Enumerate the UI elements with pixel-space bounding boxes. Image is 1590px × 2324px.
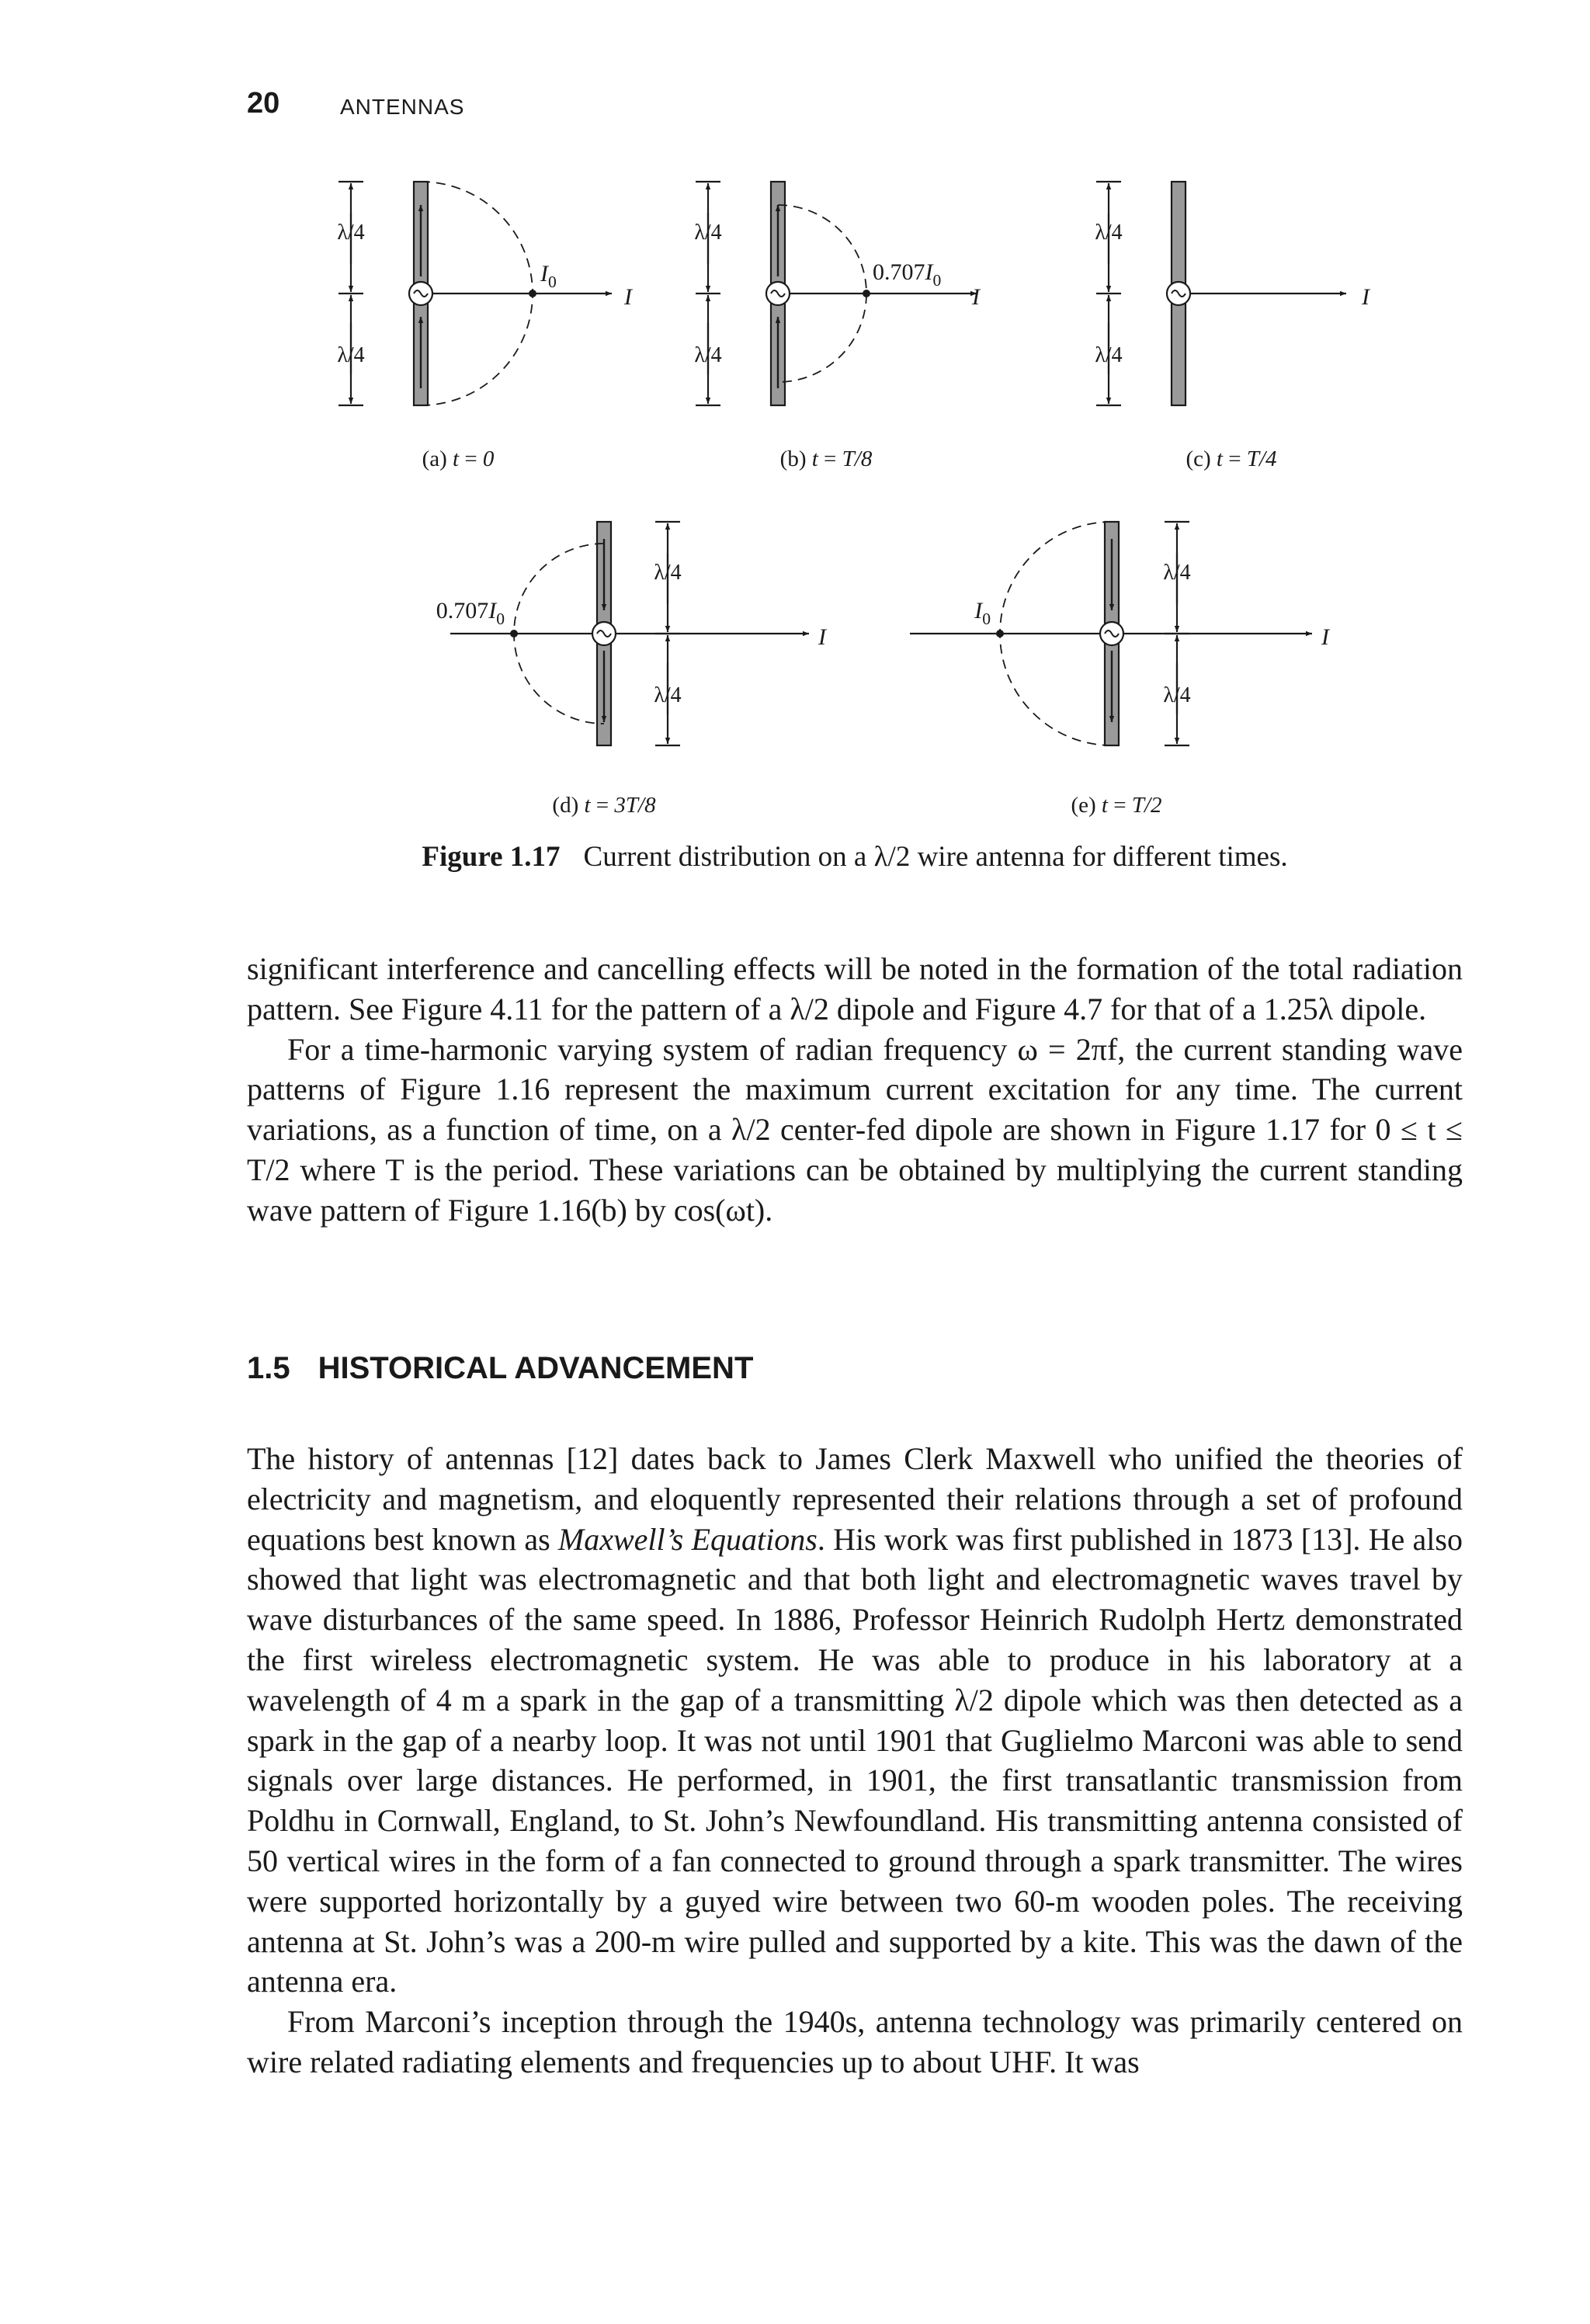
paragraph-1: significant interference and cancelling effects will be noted in the formation of the total radiation pattern. See Figure 4.11 for the pattern of a λ/2 dipole and Figure 4.7 for that of a 1.25λ dipole. <box>247 951 1463 1027</box>
figure-caption-label: Figure 1.17 <box>422 841 561 873</box>
paragraph-2: For a time-harmonic varying system of radian frequency ω = 2πf, the current standing wave patterns of Figure 1.16 represent the maximum current excitation for any time. The current variations, as a function of time, on a λ/2 center-fed dipole are shown in Figure 1.17 for 0 ≤ t ≤ T/2 where T is the period. These variations can be obtained by multiplying the current standing wave pattern of Figure 1.16(b) by cos(ωt). <box>247 1031 1463 1228</box>
figure-caption-text: Current distribution on a λ/2 wire antenna for different times. <box>583 841 1288 873</box>
panel-b-axis-label: I <box>972 284 980 310</box>
panel-a-axis-label: I <box>624 284 632 310</box>
panel-b-dimension-label-bottom: λ/4 <box>694 343 722 367</box>
section-title: HISTORICAL ADVANCEMENT <box>318 1351 754 1385</box>
panel-b-annotation: $0.707I_0$ <box>873 259 942 290</box>
running-head: ANTENNAS <box>340 95 465 119</box>
panel-c-dimension-label-top: λ/4 <box>1095 221 1123 245</box>
figure-caption <box>247 840 1463 874</box>
panel-c-axis-label: I <box>1362 284 1370 310</box>
panel-d-dimension-label-top: λ/4 <box>654 561 682 585</box>
panel-d-dimension-label-bottom: λ/4 <box>654 683 682 707</box>
panel-a-dimension-label-bottom: λ/4 <box>337 343 365 367</box>
paragraph-3-part-2: . His work was first published in 1873 [13]. He also showed that light was electromagnetic and that both light and electromagnetic waves travel by wave disturbances of the same speed. In 1886, Professor Heinrich Rudolph Hertz demonstrated the first wireless electromagnetic system. He was able to produce in his laboratory at a wavelength of 4 m a spark in the gap of a transmitting λ/2 dipole which was then detected as a spark in the gap of a nearby loop. It was not until 1901 that Guglielmo Marconi was able to send signals over large distances. He performed, in 1901, the first transatlantic transmission from Poldhu in Cornwall, England, to St. John’s Newfoundland. His transmitting antenna consisted of 50 vertical wires in the form of a fan connected to ground through a spark transmitter. The wires were supported horizontally by a guyed wire between two 60-m wooden poles. The receiving antenna at St. John’s was a 200-m wire pulled and supported by a kite. This was the dawn of the antenna era. <box>247 1521 1463 1999</box>
panel-a-label: (a) t = 0 <box>422 446 495 471</box>
panel-b-dimension-label-top: λ/4 <box>694 221 722 245</box>
panel-a-dimension-label-top: λ/4 <box>337 221 365 245</box>
panel-e-annotation: $I_0$ <box>974 598 991 628</box>
panel-d-axis-label: I <box>818 624 826 650</box>
panel-c-label: (c) t = T/4 <box>1186 446 1277 471</box>
panel-a-annotation: $I_0$ <box>540 261 557 291</box>
paragraph-3 <box>247 1439 1463 2002</box>
panel-e-axis-label: I <box>1321 624 1329 650</box>
paragraph-4: From Marconi’s inception through the 1940s, antenna technology was primarily centered on wire related radiating elements and frequencies up to about UHF. It was <box>247 2004 1463 2079</box>
panel-d-annotation: $0.707I_0$ <box>436 598 505 628</box>
panel-e-dimension-label-top: λ/4 <box>1163 561 1191 585</box>
panel-e-peak-marker <box>996 630 1004 637</box>
body-text-top <box>247 949 1463 1231</box>
panel-b-label: (b) t = T/8 <box>779 446 873 471</box>
section-number: 1.5 <box>247 1351 290 1385</box>
panel-d-peak-marker <box>510 630 518 637</box>
panel-b-peak-marker <box>863 290 870 297</box>
panel-d-label: (d) t = 3T/8 <box>552 793 656 818</box>
panel-e-dimension-label-bottom: λ/4 <box>1163 683 1191 707</box>
panel-c-dimension-label-bottom: λ/4 <box>1095 343 1123 367</box>
paragraph-3-part-1: The history of antennas [12] dates back to James Clerk Maxwell who unified the theories of electricity and magnetism, and eloquently represented their relations through a set of profound equations best known as <box>247 1441 1463 1557</box>
body-text-bottom <box>247 1439 1463 2083</box>
section-heading <box>247 1351 753 1386</box>
panel-e-label: (e) t = T/2 <box>1071 793 1162 818</box>
paragraph-3-emphasis: Maxwell’s Equations <box>557 1521 818 1557</box>
figure-1-17 <box>0 0 1590 870</box>
page-number: 20 <box>247 87 280 120</box>
panel-a-peak-marker <box>529 290 536 297</box>
